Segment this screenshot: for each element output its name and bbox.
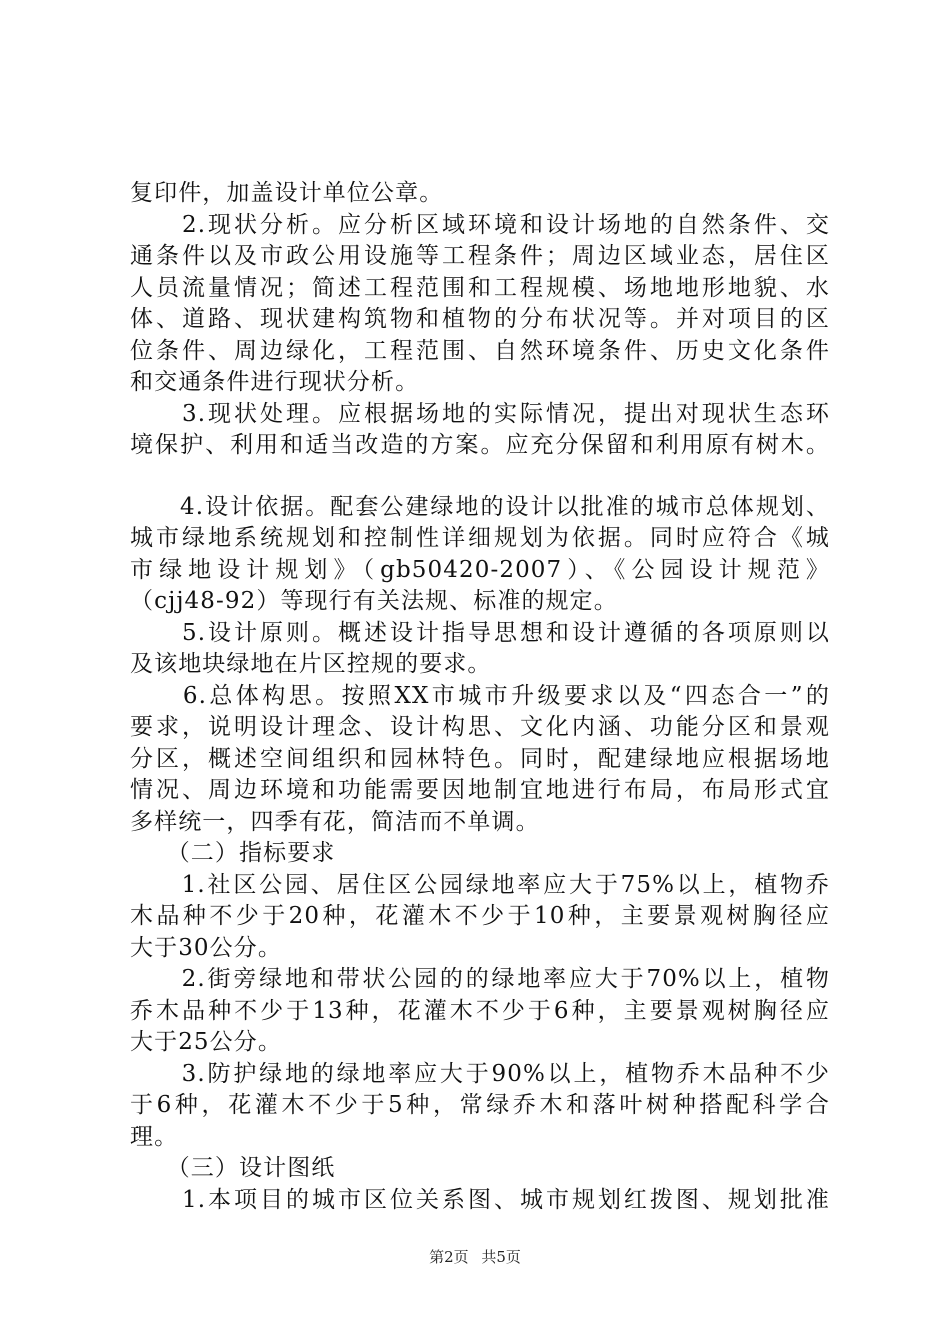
page-number: 第2页 (429, 1248, 469, 1266)
text-line: 境保护、利用和适当改造的方案。应充分保留和利用原有树木。 (130, 432, 830, 458)
text-line: 木品种不少于20种，花灌木不少于10种，主要景观树胸径应 (130, 903, 830, 929)
page-total: 共5页 (481, 1248, 521, 1266)
text-line: 要求，说明设计理念、设计构思、文化内涵、功能分区和景观 (130, 714, 830, 740)
text-line: 1.本项目的城市区位关系图、城市规划红拨图、规划批准 (130, 1187, 830, 1213)
text-line: 理。 (130, 1124, 179, 1150)
section-heading: （三）设计图纸 (130, 1155, 336, 1181)
text-line: 大于25公分。 (130, 1029, 282, 1055)
text-line: 3.现状处理。应根据场地的实际情况，提出对现状生态环 (130, 401, 830, 427)
text-line: 体、道路、现状建构筑物和植物的分布状况等。并对项目的区 (130, 306, 830, 332)
text-line: 多样统一，四季有花，简洁而不单调。 (130, 809, 540, 835)
text-line: 6.总体构思。按照XX市城市升级要求以及“四态合一”的 (130, 683, 830, 709)
text-line: 位条件、周边绿化，工程范围、自然环境条件、历史文化条件 (130, 338, 830, 364)
text-line: 4.设计依据。配套公建绿地的设计以批准的城市总体规划、 (130, 494, 830, 520)
text-line: 分区，概述空间组织和园林特色。同时，配建绿地应根据场地 (130, 746, 830, 772)
text-line: 大于30公分。 (130, 935, 282, 961)
text-line: 市绿地设计规划》（gb50420-2007）、《公园设计规范》 (130, 557, 830, 583)
text-line: 2.现状分析。应分析区域环境和设计场地的自然条件、交 (130, 212, 830, 238)
text-line: 5.设计原则。概述设计指导思想和设计遵循的各项原则以 (130, 620, 830, 646)
text-line: 人员流量情况；简述工程范围和工程规模、场地地形地貌、水 (130, 275, 830, 301)
text-line: 情况、周边环境和功能需要因地制宜地进行布局，布局形式宜 (130, 777, 830, 803)
text-line: 通条件以及市政公用设施等工程条件；周边区域业态，居住区 (130, 243, 830, 269)
text-line: 1.社区公园、居住区公园绿地率应大于75%以上，植物乔 (130, 872, 830, 898)
page-footer (0, 1246, 950, 1267)
text-line: 3.防护绿地的绿地率应大于90%以上，植物乔木品种不少 (130, 1061, 830, 1087)
text-line: 及该地块绿地在片区控规的要求。 (130, 651, 492, 677)
section-heading: （二）指标要求 (130, 840, 336, 866)
text-line: 复印件，加盖设计单位公章。 (130, 180, 444, 206)
text-line: 城市绿地系统规划和控制性详细规划为依据。同时应符合《城 (130, 525, 830, 551)
text-line: 2.街旁绿地和带状公园的的绿地率应大于70%以上，植物 (130, 966, 830, 992)
text-line: 于6种，花灌木不少于5种，常绿乔木和落叶树种搭配科学合 (130, 1092, 830, 1118)
text-line: 和交通条件进行现状分析。 (130, 369, 420, 395)
text-line: 乔木品种不少于13种，花灌木不少于6种，主要景观树胸径应 (130, 998, 830, 1024)
text-line: （cjj48-92）等现行有关法规、标准的规定。 (130, 588, 618, 614)
